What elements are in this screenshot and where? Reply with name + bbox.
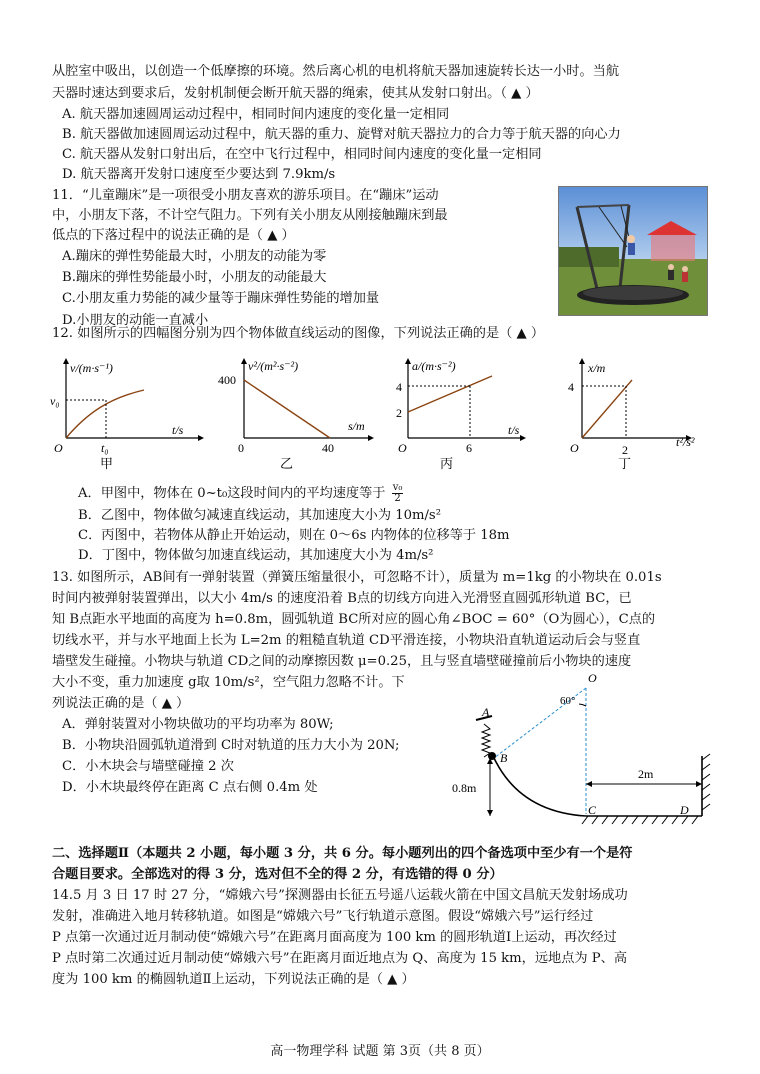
graph-bing-origin: O — [398, 441, 407, 455]
graph-yi-origin: 0 — [238, 441, 244, 455]
graph-ding-xlabel: t²/s² — [676, 435, 695, 449]
section2-line-2: 合题目要求。全部选对的得 3 分，选对但不全的得 2 分，有选错的得 0 分） — [52, 867, 503, 882]
graph-jia-ylabel: v/(m·s⁻¹) — [70, 361, 113, 375]
q14-line-5: 度为 100 km 的椭圆轨道Ⅱ上运动，下列说法正确的是（ ▲ ） — [52, 972, 415, 987]
q10-option-c: C. 航天器从发射口射出后，在空中飞行过程中，相同时间内速度的变化量一定相同 — [62, 147, 542, 162]
q12-option-a-fraction — [392, 483, 404, 504]
fig-label-O: O — [588, 671, 597, 685]
graph-jia-xlabel: t/s — [172, 423, 184, 437]
q13-line-6: 大小不变，重力加速度 g取 10m/s²，空气阻力忽略不计。下 — [52, 675, 405, 690]
graph-bing-xtick: 6 — [466, 441, 472, 455]
q10-option-b: B. 航天器做加速圆周运动过程中，航天器的重力、旋臂对航天器拉力的合力等于航天器的向心力 — [62, 127, 621, 142]
q11-option-d: D.小朋友的动能一直减小 — [62, 313, 209, 328]
q11-option-c: C.小朋友重力势能的减少量等于蹦床弹性势能的增加量 — [62, 291, 380, 306]
graph-ding-origin: O — [570, 441, 579, 455]
q12-stem: 12. 如图所示的四幅图分别为四个物体做直线运动的图像，下列说法正确的是（ ▲ ） — [52, 326, 545, 341]
graph-jia-origin: O — [54, 441, 63, 455]
page-footer: 高一物理学科 试题 第 3页（共 8 页） — [270, 1044, 490, 1059]
graph-ding-caption: 丁 — [618, 456, 632, 470]
graph-jia — [48, 350, 208, 470]
graph-ding-ylabel: x/m — [588, 361, 606, 375]
fraction-numerator: v₀ — [392, 482, 403, 493]
graph-yi-ylabel: v²/(m²·s⁻²) — [248, 359, 299, 373]
graph-bing — [392, 350, 542, 470]
q13-line-7: 列说法正确的是（ ▲ ） — [52, 696, 190, 711]
graph-yi-caption: 乙 — [280, 456, 294, 470]
intro-line-1: 从腔室中吸出，以创造一个低摩擦的环境。然后离心机的电机将航天器加速旋转长达一小时。当航 — [52, 64, 620, 79]
q13-line-3: 知 B点距水平地面的高度为 h=0.8m，圆弧轨道 BC所对应的圆心角∠BOC = 60°（O为圆心），C点的 — [52, 612, 656, 627]
q12-option-b: B．乙图中，物体做匀减速直线运动，其加速度大小为 10m/s² — [78, 508, 441, 523]
q11-stem-2: 中，小朋友下落，不计空气阻力。下列有关小朋友从刚接触蹦床到最 — [52, 208, 448, 223]
q13-line-2: 时间内被弹射装置弹出，以大小 4m/s 的速度沿着 B点的切线方向进入光滑竖直圆弧形轨道 BC，已 — [52, 591, 632, 606]
graph-jia-xtick: t₀ — [101, 441, 109, 455]
graph-bing-ytick-top: 4 — [396, 380, 402, 394]
fig-label-D: D — [680, 803, 689, 817]
graph-yi-xtick: 40 — [322, 441, 334, 455]
graph-bing-caption: 丙 — [440, 456, 454, 470]
graph-bing-xlabel: t/s — [508, 423, 520, 437]
graph-bing-ytick-bottom: 2 — [396, 406, 402, 420]
intro-line-2: 天器时速达到要求后，发射机制便会断开航天器的绳索，使其从发射口射出。（ ▲ ） — [52, 86, 539, 101]
section2-line-1: 二、选择题Ⅱ（本题共 2 小题，每小题 3 分，共 6 分。每小题列出的四个备选项中至少有一个是符 — [52, 846, 633, 861]
q10-option-d: D. 航天器离开发射口速度至少要达到 7.9km/s — [62, 167, 336, 182]
fig-label-height: 0.8m — [452, 781, 477, 795]
q14-line-1: 14.5 月 3 日 17 时 27 分，“嫦娥六号”探测器由长征五号遥八运载火箭在中国文昌航天发射场成功 — [52, 888, 628, 903]
fig-label-C: C — [588, 803, 597, 817]
q13-line-4: 切线水平，并与水平地面上长为 L=2m 的粗糙直轨道 CD平滑连接，小物块沿直轨道运动后会与竖直 — [52, 633, 641, 648]
q13-option-a: A．弹射装置对小物块做功的平均功率为 80W; — [62, 717, 334, 732]
q13-option-d: D．小木块最终停在距离 C 点右侧 0.4m 处 — [62, 780, 318, 795]
q13-option-b: B．小物块沿圆弧轨道滑到 C时对轨道的压力大小为 20N; — [62, 738, 400, 753]
graph-ding — [560, 350, 720, 470]
q13-line-1: 13. 如图所示，AB间有一弹射装置（弹簧压缩量很小，可忽略不计），质量为 m=1kg 的小物块在 0.01s — [52, 570, 662, 585]
q11-stem-3: 低点的下落过程中的说法正确的是（ ▲ ） — [52, 228, 295, 243]
trampoline-photo — [558, 186, 708, 316]
q12-option-d: D．丁图中，物体做匀加速直线运动，其加速度大小为 4m/s² — [78, 548, 434, 563]
fig-label-length: 2m — [638, 767, 654, 781]
graph-yi-ytick: 400 — [218, 373, 236, 387]
fraction-denominator: 2 — [394, 493, 401, 504]
q14-line-3: P 点第一次通过近月制动使“嫦娥六号”在距离月面高度为 100 km 的圆形轨道Ⅰ上运动，再次经过 — [52, 930, 617, 945]
q13-option-c: C．小木块会与墙壁碰撞 2 次 — [62, 759, 234, 774]
q10-option-a: A. 航天器加速圆周运动过程中，相同时间内速度的变化量一定相同 — [62, 107, 450, 122]
q13-line-5: 墙壁发生碰撞。小物块与轨道 CD之间的动摩擦因数 μ=0.25，且与竖直墙壁碰撞前后小物块的速度 — [52, 654, 632, 669]
q11-option-a: A.蹦床的弹性势能最大时，小朋友的动能为零 — [62, 249, 327, 264]
q11-option-b: B.蹦床的弹性势能最小时，小朋友的动能最大 — [62, 270, 327, 285]
graph-ding-xtick: 2 — [622, 443, 628, 457]
graph-yi-xlabel: s/m — [348, 419, 365, 433]
q14-line-4: P 点时第二次通过近月制动使“嫦娥六号”在距离月面近地点为 Q、高度为 15 km，远地点为 P、高 — [52, 951, 628, 966]
q13-track-figure — [448, 664, 724, 836]
fig-label-angle: 60° — [560, 695, 576, 707]
q12-option-c: C．丙图中，若物体从静止开始运动，则在 0～6s 内物体的位移等于 18m — [78, 528, 510, 543]
graph-yi — [218, 350, 388, 470]
q12-option-a-text: A．甲图中，物体在 0~t₀这段时间内的平均速度等于 — [78, 486, 386, 501]
fig-label-B: B — [500, 751, 508, 765]
fig-label-A: A — [482, 705, 490, 719]
graph-ding-ytick: 4 — [568, 380, 574, 394]
graph-jia-caption: 甲 — [100, 456, 114, 470]
q12-option-a — [78, 483, 403, 504]
graph-bing-ylabel: a/(m·s⁻²) — [412, 359, 456, 373]
q11-stem-1: 11．“儿童蹦床”是一项很受小朋友喜欢的游乐项目。在“蹦床”运动 — [52, 188, 439, 203]
graph-jia-ytick: v₀ — [50, 394, 60, 408]
q14-line-2: 发射，准确进入地月转移轨道。如图是“嫦娥六号”飞行轨道示意图。假设“嫦娥六号”运行经过 — [52, 909, 594, 924]
